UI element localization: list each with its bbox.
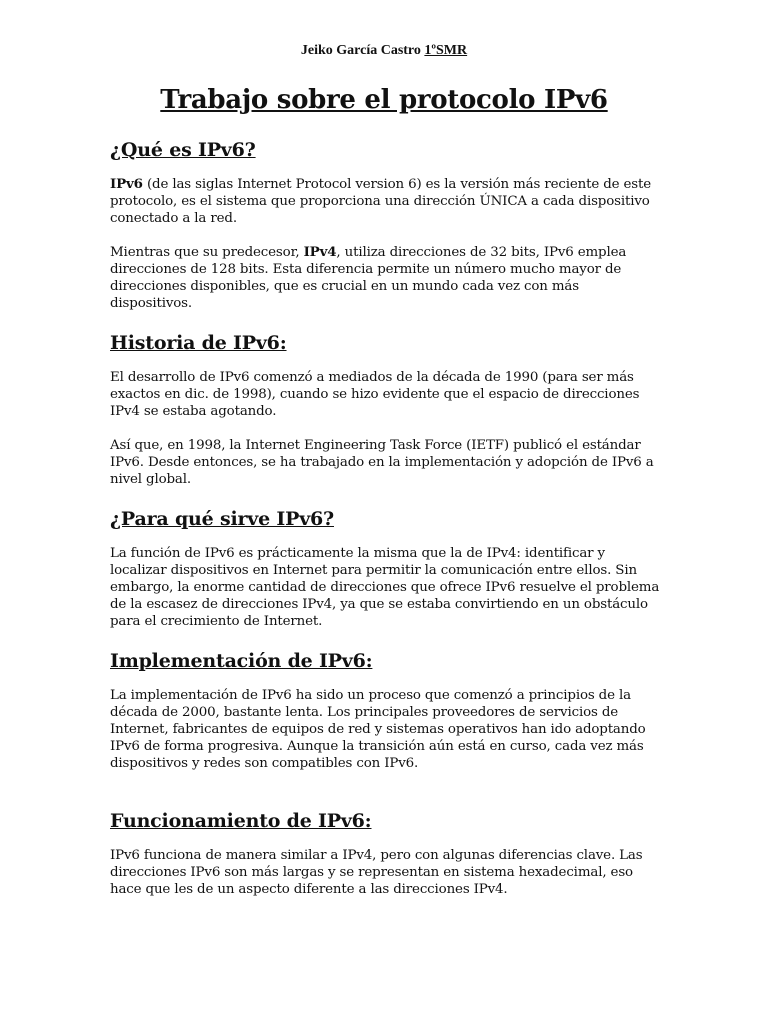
document-title: Trabajo sobre el protocolo IPv6 (160, 85, 608, 115)
section-paragraph: IPv6 funciona de manera similar a IPv4, pero con algunas diferencias clave. Las direcciones IPv6 son más largas y se representan en sistema hexadecimal, eso hace que les de un aspecto diferente a las direcciones IPv4. (110, 848, 643, 897)
section-heading: ¿Para qué sirve IPv6? (110, 508, 334, 530)
section-paragraph (110, 244, 660, 312)
section-heading: Historia de IPv6: (110, 332, 287, 354)
section-que-es (110, 139, 660, 312)
section-para-que (110, 508, 660, 630)
paragraph-text: (de las siglas Internet Protocol version 6) es la versión más reciente de este protocolo, es el sistema que proporciona una dirección ÚNICA a cada dispositivo conectado a la red. (110, 177, 651, 226)
section-paragraph (110, 176, 660, 227)
section-paragraph: La implementación de IPv6 ha sido un proceso que comenzó a principios de la década de 2000, bastante lenta. Los principales proveedores de servicios de Internet, fabricantes de equipos de red y sistemas operativos han ido adoptando IPv6 de forma progresiva. Aunque la transición aún está en curso, cada vez más dispositivos y redes son compatibles con IPv6. (110, 688, 646, 771)
section-implementacion (110, 650, 660, 772)
section-heading: ¿Qué es IPv6? (110, 139, 256, 161)
section-historia (110, 332, 660, 488)
section-paragraph: El desarrollo de IPv6 comenzó a mediados de la década de 1990 (para ser más exactos en dic. de 1998), cuando se hizo evidente que el espacio de direcciones IPv4 se estaba agotando. (110, 370, 640, 419)
bold-term: IPv4 (303, 244, 337, 260)
section-paragraph: Así que, en 1998, la Internet Engineering Task Force (IETF) publicó el estándar IPv6. Desde entonces, se ha trabajado en la implementación y adopción de IPv6 a nivel global. (110, 438, 654, 487)
author-line (0, 43, 768, 59)
section-funcionamiento (110, 810, 660, 898)
author-name: Jeiko García Castro (300, 43, 421, 58)
section-heading: Funcionamiento de IPv6: (110, 810, 372, 832)
bold-term: IPv6 (110, 176, 143, 192)
paragraph-text: , utiliza direcciones de 32 bits, IPv6 emplea direcciones de 128 bits. Esta diferencia permite un número mucho mayor de direcciones disponibles, que es crucial en un mundo cada vez con más dispositivos. (110, 245, 627, 311)
section-heading: Implementación de IPv6: (110, 650, 373, 672)
section-paragraph: La función de IPv6 es prácticamente la misma que la de IPv4: identificar y localizar dispositivos en Internet para permitir la comunicación entre ellos. Sin embargo, la enorme cantidad de direcciones que ofrece IPv6 resuelve el problema de la escasez de direcciones IPv4, ya que se estaba convirtiendo en un obstáculo para el crecimiento de Internet. (110, 546, 660, 629)
paragraph-text: Mientras que su predecesor, (110, 245, 304, 260)
course-label: 1ºSMR (424, 43, 468, 58)
